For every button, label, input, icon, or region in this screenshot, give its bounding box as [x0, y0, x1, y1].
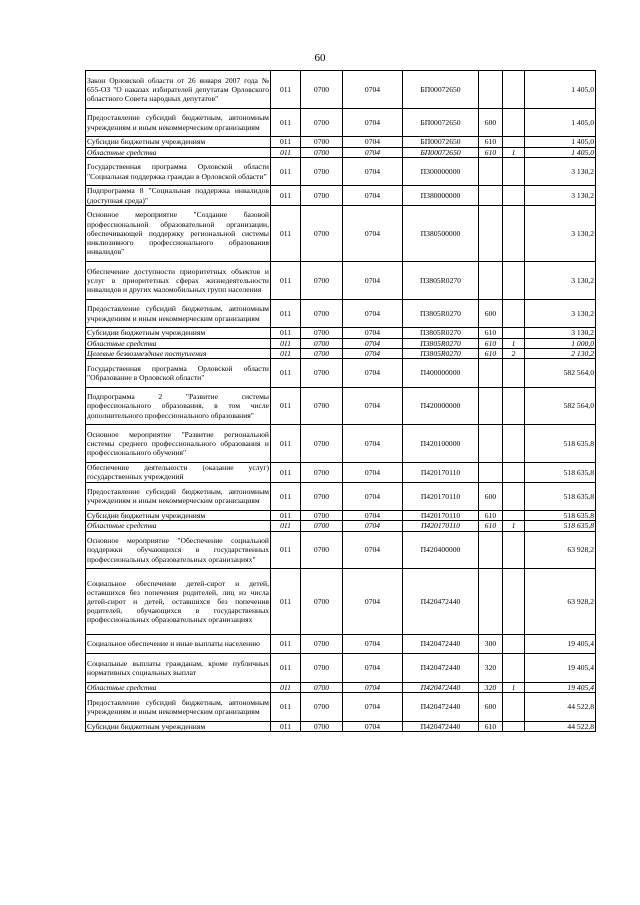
- row-ved-cell: 011: [271, 205, 301, 261]
- row-source-cell: [503, 425, 525, 463]
- row-target-article-cell: П420100000: [403, 425, 479, 463]
- row-amount-cell: 582 564,0: [525, 387, 596, 425]
- budget-table-body: [86, 71, 596, 732]
- row-ved-cell: 011: [271, 108, 301, 137]
- row-amount-cell: 19 405,4: [525, 634, 596, 653]
- table-row: [86, 137, 596, 147]
- row-amount-cell: 1 000,0: [525, 338, 596, 348]
- row-source-cell: [503, 186, 525, 205]
- row-ved-cell: 011: [271, 186, 301, 205]
- row-subsection-cell: 0704: [343, 721, 403, 731]
- row-section-cell: 0700: [301, 348, 343, 358]
- row-expense-type-cell: 600: [479, 482, 503, 511]
- row-name-cell: Обеспечение доступности приоритетных объектов и услуг в приоритетных сферах жизнедеятельности инвалидов и других маломобильных групп населения: [86, 261, 271, 299]
- row-name-cell: Субсидии бюджетным учреждениям: [86, 137, 271, 147]
- row-ved-cell: 011: [271, 147, 301, 157]
- row-source-cell: [503, 137, 525, 147]
- row-expense-type-cell: [479, 387, 503, 425]
- row-ved-cell: 011: [271, 511, 301, 521]
- table-row: [86, 482, 596, 511]
- table-row: [86, 186, 596, 205]
- row-target-article-cell: П3805R0270: [403, 261, 479, 299]
- row-section-cell: 0700: [301, 425, 343, 463]
- row-ved-cell: 011: [271, 338, 301, 348]
- row-target-article-cell: П380000000: [403, 186, 479, 205]
- row-source-cell: 2: [503, 348, 525, 358]
- row-target-article-cell: П420400000: [403, 531, 479, 569]
- row-name-cell: Областные средства: [86, 147, 271, 157]
- row-subsection-cell: 0704: [343, 299, 403, 328]
- row-source-cell: 1: [503, 682, 525, 692]
- row-section-cell: 0700: [301, 358, 343, 387]
- row-subsection-cell: 0704: [343, 569, 403, 634]
- row-subsection-cell: 0704: [343, 71, 403, 109]
- row-ved-cell: 011: [271, 425, 301, 463]
- row-amount-cell: 1 405,0: [525, 71, 596, 109]
- row-name-cell: Государственная программа Орловской области "Образование в Орловской области": [86, 358, 271, 387]
- row-subsection-cell: 0704: [343, 531, 403, 569]
- row-ved-cell: 011: [271, 261, 301, 299]
- row-source-cell: 1: [503, 338, 525, 348]
- row-name-cell: Социальное обеспечение и иные выплаты населению: [86, 634, 271, 653]
- row-expense-type-cell: 320: [479, 682, 503, 692]
- row-ved-cell: 011: [271, 682, 301, 692]
- row-section-cell: 0700: [301, 569, 343, 634]
- row-expense-type-cell: [479, 157, 503, 186]
- row-name-cell: Субсидии бюджетным учреждениям: [86, 721, 271, 731]
- row-name-cell: Областные средства: [86, 338, 271, 348]
- row-ved-cell: 011: [271, 482, 301, 511]
- row-source-cell: [503, 634, 525, 653]
- row-subsection-cell: 0704: [343, 348, 403, 358]
- row-subsection-cell: 0704: [343, 261, 403, 299]
- row-target-article-cell: П300000000: [403, 157, 479, 186]
- row-source-cell: [503, 569, 525, 634]
- row-source-cell: 1: [503, 521, 525, 531]
- row-subsection-cell: 0704: [343, 387, 403, 425]
- row-name-cell: Предоставление субсидий бюджетным, автономным учреждениям и иным некоммерческим организациям: [86, 299, 271, 328]
- table-row: [86, 682, 596, 692]
- row-amount-cell: 19 405,4: [525, 654, 596, 683]
- row-target-article-cell: П400000000: [403, 358, 479, 387]
- row-amount-cell: 3 130,2: [525, 205, 596, 261]
- table-row: [86, 531, 596, 569]
- row-name-cell: Предоставление субсидий бюджетным, автономным учреждениям и иным некоммерческим организациям: [86, 108, 271, 137]
- row-target-article-cell: П420472440: [403, 682, 479, 692]
- row-expense-type-cell: [479, 71, 503, 109]
- row-amount-cell: 3 130,2: [525, 299, 596, 328]
- table-row: [86, 147, 596, 157]
- row-expense-type-cell: 610: [479, 348, 503, 358]
- row-ved-cell: 011: [271, 521, 301, 531]
- row-subsection-cell: 0704: [343, 682, 403, 692]
- row-target-article-cell: П420472440: [403, 654, 479, 683]
- table-row: [86, 328, 596, 338]
- table-row: [86, 358, 596, 387]
- row-name-cell: Социальное обеспечение детей-сирот и детей, оставшихся без попечения родителей, лиц из числа детей-сирот и детей, оставшихся без попечения родителей, обучающихся в государственных профессиональных образовательных организациях: [86, 569, 271, 634]
- row-subsection-cell: 0704: [343, 186, 403, 205]
- row-section-cell: 0700: [301, 634, 343, 653]
- row-source-cell: [503, 654, 525, 683]
- row-ved-cell: 011: [271, 348, 301, 358]
- row-section-cell: 0700: [301, 137, 343, 147]
- row-section-cell: 0700: [301, 654, 343, 683]
- row-section-cell: 0700: [301, 147, 343, 157]
- row-section-cell: 0700: [301, 521, 343, 531]
- row-amount-cell: 518 635,8: [525, 463, 596, 482]
- table-row: [86, 654, 596, 683]
- row-expense-type-cell: 320: [479, 654, 503, 683]
- row-amount-cell: 3 130,2: [525, 186, 596, 205]
- table-row: [86, 205, 596, 261]
- row-ved-cell: 011: [271, 654, 301, 683]
- row-section-cell: 0700: [301, 261, 343, 299]
- row-source-cell: [503, 299, 525, 328]
- row-amount-cell: 1 405,0: [525, 108, 596, 137]
- row-name-cell: Целевые безвозмездные поступления: [86, 348, 271, 358]
- row-source-cell: [503, 108, 525, 137]
- row-expense-type-cell: [479, 358, 503, 387]
- table-row: [86, 634, 596, 653]
- row-target-article-cell: П3805R0270: [403, 348, 479, 358]
- row-ved-cell: 011: [271, 569, 301, 634]
- row-source-cell: [503, 692, 525, 721]
- row-section-cell: 0700: [301, 531, 343, 569]
- table-row: [86, 387, 596, 425]
- row-subsection-cell: 0704: [343, 338, 403, 348]
- row-ved-cell: 011: [271, 299, 301, 328]
- row-target-article-cell: БП00072650: [403, 108, 479, 137]
- row-section-cell: 0700: [301, 71, 343, 109]
- row-amount-cell: 19 405,4: [525, 682, 596, 692]
- table-row: [86, 338, 596, 348]
- row-name-cell: Субсидии бюджетным учреждениям: [86, 511, 271, 521]
- row-source-cell: [503, 261, 525, 299]
- row-source-cell: 1: [503, 147, 525, 157]
- row-amount-cell: 518 635,8: [525, 521, 596, 531]
- row-ved-cell: 011: [271, 692, 301, 721]
- row-name-cell: Субсидии бюджетным учреждениям: [86, 328, 271, 338]
- row-subsection-cell: 0704: [343, 147, 403, 157]
- row-section-cell: 0700: [301, 721, 343, 731]
- row-source-cell: [503, 71, 525, 109]
- row-expense-type-cell: [479, 261, 503, 299]
- row-source-cell: [503, 387, 525, 425]
- row-section-cell: 0700: [301, 463, 343, 482]
- row-section-cell: 0700: [301, 511, 343, 521]
- row-section-cell: 0700: [301, 186, 343, 205]
- row-amount-cell: 518 635,8: [525, 482, 596, 511]
- row-name-cell: Социальные выплаты гражданам, кроме публичных нормативных социальных выплат: [86, 654, 271, 683]
- row-amount-cell: 44 522,8: [525, 692, 596, 721]
- row-subsection-cell: 0704: [343, 137, 403, 147]
- row-section-cell: 0700: [301, 682, 343, 692]
- row-section-cell: 0700: [301, 205, 343, 261]
- row-target-article-cell: П420472440: [403, 692, 479, 721]
- row-source-cell: [503, 157, 525, 186]
- row-expense-type-cell: 610: [479, 521, 503, 531]
- row-expense-type-cell: [479, 463, 503, 482]
- table-row: [86, 569, 596, 634]
- row-subsection-cell: 0704: [343, 108, 403, 137]
- budget-table: [85, 70, 596, 732]
- table-row: [86, 299, 596, 328]
- row-expense-type-cell: 600: [479, 108, 503, 137]
- row-ved-cell: 011: [271, 463, 301, 482]
- row-name-cell: Государственная программа Орловской области "Социальная поддержка граждан в Орловской области": [86, 157, 271, 186]
- row-source-cell: [503, 511, 525, 521]
- row-subsection-cell: 0704: [343, 654, 403, 683]
- row-subsection-cell: 0704: [343, 692, 403, 721]
- row-source-cell: [503, 358, 525, 387]
- row-target-article-cell: П420170110: [403, 521, 479, 531]
- table-row: [86, 261, 596, 299]
- row-name-cell: Основное мероприятие "Создание базовой профессиональной образовательной организации, обеспечивающей поддержку региональной системы инклюзивного профессионального образования инвалидов": [86, 205, 271, 261]
- table-row: [86, 348, 596, 358]
- row-expense-type-cell: [479, 425, 503, 463]
- row-name-cell: Основное мероприятие "Развитие региональной системы среднего профессионального образования и профессионального обучения": [86, 425, 271, 463]
- row-subsection-cell: 0704: [343, 463, 403, 482]
- row-target-article-cell: БП00072650: [403, 71, 479, 109]
- row-amount-cell: 3 130,2: [525, 328, 596, 338]
- row-ved-cell: 011: [271, 328, 301, 338]
- row-name-cell: Закон Орловской области от 26 января 2007 года № 655-ОЗ "О наказах избирателей депутатам Орловского областного Совета народных депутатов": [86, 71, 271, 109]
- row-ved-cell: 011: [271, 157, 301, 186]
- table-row: [86, 425, 596, 463]
- row-section-cell: 0700: [301, 387, 343, 425]
- row-section-cell: 0700: [301, 482, 343, 511]
- row-subsection-cell: 0704: [343, 328, 403, 338]
- table-row: [86, 108, 596, 137]
- row-target-article-cell: БП00072650: [403, 147, 479, 157]
- row-target-article-cell: П3805R0270: [403, 328, 479, 338]
- row-name-cell: Областные средства: [86, 682, 271, 692]
- row-expense-type-cell: 610: [479, 328, 503, 338]
- row-ved-cell: 011: [271, 634, 301, 653]
- row-section-cell: 0700: [301, 328, 343, 338]
- row-name-cell: Обеспечение деятельности (оказание услуг) государственных учреждений: [87, 463, 269, 482]
- row-expense-type-cell: [479, 569, 503, 634]
- row-expense-type-cell: 610: [479, 721, 503, 731]
- row-amount-cell: 44 522,8: [525, 721, 596, 731]
- row-subsection-cell: 0704: [343, 521, 403, 531]
- row-target-article-cell: П3805R0270: [403, 299, 479, 328]
- row-expense-type-cell: [479, 186, 503, 205]
- row-amount-cell: 518 635,8: [525, 511, 596, 521]
- row-subsection-cell: 0704: [343, 205, 403, 261]
- row-expense-type-cell: [479, 531, 503, 569]
- row-expense-type-cell: 610: [479, 147, 503, 157]
- row-amount-cell: 518 635,8: [525, 425, 596, 463]
- row-source-cell: [503, 482, 525, 511]
- row-target-article-cell: П380500000: [403, 205, 479, 261]
- row-subsection-cell: 0704: [343, 511, 403, 521]
- row-expense-type-cell: 610: [479, 511, 503, 521]
- row-ved-cell: 011: [271, 137, 301, 147]
- row-name-cell: Подпрограмма 2 "Развитие системы профессионального образования, в том числе дополнительного профессионального образования": [86, 387, 271, 425]
- row-source-cell: [503, 328, 525, 338]
- row-ved-cell: 011: [271, 721, 301, 731]
- row-source-cell: [503, 205, 525, 261]
- row-amount-cell: 582 564,0: [525, 358, 596, 387]
- row-section-cell: 0700: [301, 157, 343, 186]
- row-amount-cell: 3 130,2: [525, 157, 596, 186]
- table-row: [86, 692, 596, 721]
- table-row: [86, 721, 596, 731]
- row-subsection-cell: 0704: [343, 482, 403, 511]
- table-row: [86, 157, 596, 186]
- row-target-article-cell: П420170110: [403, 463, 479, 482]
- row-name-cell: Предоставление субсидий бюджетным, автономным учреждениям и иным некоммерческим организациям: [86, 692, 271, 721]
- page-number: 60: [314, 52, 326, 64]
- row-target-article-cell: П420170110: [403, 482, 479, 511]
- table-row: [86, 71, 596, 109]
- row-subsection-cell: 0704: [343, 425, 403, 463]
- row-source-cell: [503, 463, 525, 482]
- row-name-cell: Основное мероприятие "Обеспечение социальной поддержки обучающихся в государственных профессиональных образовательных организациях": [86, 531, 271, 569]
- row-source-cell: [503, 721, 525, 731]
- row-target-article-cell: П420472440: [403, 721, 479, 731]
- row-section-cell: 0700: [301, 108, 343, 137]
- row-amount-cell: 1 405,0: [525, 137, 596, 147]
- row-subsection-cell: 0704: [343, 157, 403, 186]
- row-target-article-cell: П3805R0270: [403, 338, 479, 348]
- table-row: [86, 463, 596, 482]
- row-ved-cell: 011: [271, 387, 301, 425]
- row-subsection-cell: 0704: [343, 634, 403, 653]
- row-name-cell: Областные средства: [86, 521, 271, 531]
- row-section-cell: 0700: [301, 338, 343, 348]
- row-section-cell: 0700: [301, 692, 343, 721]
- row-subsection-cell: 0704: [343, 358, 403, 387]
- row-amount-cell: 63 928,2: [525, 531, 596, 569]
- row-section-cell: 0700: [301, 299, 343, 328]
- row-name-cell: Подпрограмма 8 "Социальная поддержка инвалидов (доступная среда)": [87, 186, 269, 205]
- row-expense-type-cell: 600: [479, 692, 503, 721]
- row-expense-type-cell: [479, 205, 503, 261]
- row-expense-type-cell: 610: [479, 137, 503, 147]
- row-expense-type-cell: 610: [479, 338, 503, 348]
- row-expense-type-cell: 300: [479, 634, 503, 653]
- row-ved-cell: 011: [271, 531, 301, 569]
- row-target-article-cell: П420170110: [403, 511, 479, 521]
- row-name-cell: Предоставление субсидий бюджетным, автономным учреждениям и иным некоммерческим организациям: [86, 482, 271, 511]
- row-expense-type-cell: 600: [479, 299, 503, 328]
- row-target-article-cell: П420472440: [403, 569, 479, 634]
- row-target-article-cell: П420000000: [403, 387, 479, 425]
- row-target-article-cell: П420472440: [403, 634, 479, 653]
- row-amount-cell: 63 928,2: [525, 569, 596, 634]
- row-source-cell: [503, 531, 525, 569]
- table-row: [86, 521, 596, 531]
- row-ved-cell: 011: [271, 71, 301, 109]
- row-amount-cell: 2 130,2: [525, 348, 596, 358]
- row-target-article-cell: БП00072650: [403, 137, 479, 147]
- table-row: [86, 511, 596, 521]
- row-amount-cell: 1 405,0: [525, 147, 596, 157]
- row-amount-cell: 3 130,2: [525, 261, 596, 299]
- row-ved-cell: 011: [271, 358, 301, 387]
